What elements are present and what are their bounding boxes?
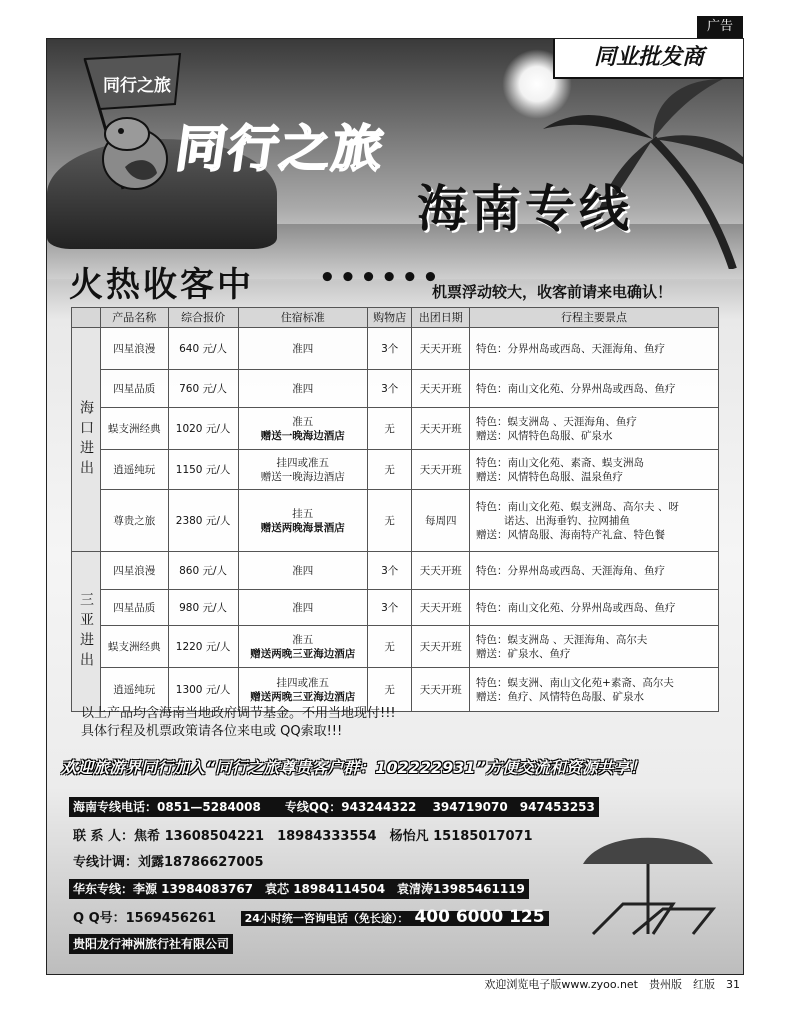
sights	[470, 450, 719, 490]
departure-date: 天天开班	[412, 668, 470, 712]
sight-line: 特色：蜈支洲、南山文化苑+素斋、高尔夫	[476, 676, 674, 689]
product-price: 860 元/人	[168, 552, 238, 590]
sight-line: 特色：蜈支洲岛 、天涯海角、高尔夫	[476, 633, 648, 646]
airfare-notice: 机票浮动较大，收客前请来电确认！	[432, 283, 673, 301]
hotel-bonus: 赠送两晚三亚海边酒店	[250, 690, 356, 703]
product-name: 蜈支洲经典	[101, 408, 169, 450]
sight-line: 特色：南山文化苑、素斋、蜈支洲岛	[476, 456, 645, 469]
hotel-standard: 准四	[238, 590, 367, 626]
shop-count: 3个	[367, 370, 412, 408]
advertisement-frame	[46, 38, 744, 975]
hotel-line: 挂四或准五	[276, 456, 329, 469]
wholesaler-badge: 同业批发商	[553, 39, 743, 79]
departure-date: 天天开班	[412, 328, 470, 370]
hainan-line-contact: 海南专线电话：0851—5284008 专线QQ：943244322 394719070 947453253	[69, 797, 599, 817]
hotline-label: 24小时统一咨询电话（免长途）：	[244, 912, 409, 925]
sight-line: 特色：南山文化苑、蜈支洲岛、高尔夫 、呀	[476, 500, 679, 513]
sight-line: 赠送：风情特色岛服、温泉鱼疗	[476, 470, 624, 483]
shop-count: 3个	[367, 328, 412, 370]
table-row	[72, 450, 719, 490]
product-price: 2380 元/人	[168, 490, 238, 552]
hotel-standard: 准四	[238, 370, 367, 408]
sight-line: 赠送：风情特色岛服、矿泉水	[476, 429, 613, 442]
hotel-line: 准五	[292, 415, 314, 428]
sight-line: 赠送：风情岛服、海南特产礼盒、特色餐	[476, 528, 666, 541]
company-name: 贵阳龙行神洲旅行社有限公司	[69, 934, 233, 954]
hotline-number: 400 6000 125	[414, 907, 545, 927]
table-row	[72, 590, 719, 626]
contact-people: 联 系 人：焦希 13608504221 18984333554 杨怡凡 15185017071	[73, 829, 533, 844]
route-title: 海南专线	[417, 180, 633, 238]
shop-count: 无	[367, 668, 412, 712]
product-name: 尊贵之旅	[101, 490, 169, 552]
product-price: 1300 元/人	[168, 668, 238, 712]
departure-date: 天天开班	[412, 552, 470, 590]
product-price: 980 元/人	[168, 590, 238, 626]
promo-heading: 火热收客中	[69, 265, 254, 305]
table-row	[72, 370, 719, 408]
product-name: 四星浪漫	[101, 552, 169, 590]
east-china-contact: 华东专线：李源 13984083767 袁芯 18984114504 袁清涛13985461119	[69, 879, 529, 899]
hotel-line: 准五	[292, 633, 314, 646]
sight-line: 赠送：鱼疗、风情特色岛服、矿泉水	[476, 690, 645, 703]
brand-title: 同行之旅	[172, 120, 389, 178]
price-table	[71, 307, 719, 712]
product-name: 四星品质	[101, 370, 169, 408]
column-header: 行程主要景点	[470, 308, 719, 328]
page-footer: 欢迎浏览电子版www.zyoo.net 贵州版 红版 31	[484, 978, 740, 991]
note-line: 具体行程及机票政策请各位来电或 QQ索取!!!	[81, 724, 343, 739]
product-name: 蜈支洲经典	[101, 626, 169, 668]
hotel-bonus: 赠送两晚海景酒店	[260, 521, 345, 534]
promo-dots: ••••••	[319, 263, 443, 293]
shop-count: 3个	[367, 590, 412, 626]
table-header-row	[72, 308, 719, 328]
hotline	[241, 907, 549, 927]
column-header: 产品名称	[101, 308, 169, 328]
note-line: 以上产品均含海南当地政府调节基金。不用当地现付!!!	[81, 706, 396, 721]
sights: 特色：南山文化苑、分界州岛或西岛、鱼疗	[470, 370, 719, 408]
product-name: 四星浪漫	[101, 328, 169, 370]
table-row	[72, 408, 719, 450]
flag-text: 同行之旅	[103, 76, 171, 96]
sights	[470, 408, 719, 450]
sight-line: 诺达、出海垂钓、拉网捕鱼	[504, 514, 631, 527]
shop-count: 无	[367, 490, 412, 552]
qq-number: Q Q号：1569456261	[73, 911, 217, 926]
column-header: 住宿标准	[238, 308, 367, 328]
table-row	[72, 626, 719, 668]
sight-line: 特色：蜈支洲岛 、天涯海角、鱼疗	[476, 415, 637, 428]
notes	[81, 705, 396, 741]
product-name: 四星品质	[101, 590, 169, 626]
region-label-haikou: 海口进出	[72, 328, 101, 552]
sights	[470, 626, 719, 668]
region-label-sanya: 三亚进出	[72, 552, 101, 712]
hotel-standard	[238, 408, 367, 450]
product-name: 逍遥纯玩	[101, 450, 169, 490]
departure-date: 每周四	[412, 490, 470, 552]
hotel-standard: 准四	[238, 328, 367, 370]
hotel-bonus: 赠送一晚海边酒店	[260, 429, 345, 442]
departure-date: 天天开班	[412, 590, 470, 626]
hotel-line: 挂四或准五	[276, 676, 329, 689]
product-price: 1020 元/人	[168, 408, 238, 450]
product-price: 640 元/人	[168, 328, 238, 370]
departure-date: 天天开班	[412, 450, 470, 490]
departure-date: 天天开班	[412, 370, 470, 408]
shop-count: 无	[367, 450, 412, 490]
shop-count: 无	[367, 408, 412, 450]
product-price: 1150 元/人	[168, 450, 238, 490]
table-row	[72, 328, 719, 370]
sight-line: 赠送：矿泉水、鱼疗	[476, 647, 571, 660]
planner-contact: 专线计调：刘露18786627005	[73, 855, 264, 870]
product-price: 760 元/人	[168, 370, 238, 408]
table-row	[72, 552, 719, 590]
hotel-standard	[238, 626, 367, 668]
region-header	[72, 308, 101, 328]
column-header: 出团日期	[412, 308, 470, 328]
beach-chair-umbrella-icon	[573, 824, 723, 944]
product-price: 1220 元/人	[168, 626, 238, 668]
departure-date: 天天开班	[412, 626, 470, 668]
sights	[470, 490, 719, 552]
qq-contact	[73, 907, 549, 927]
departure-date: 天天开班	[412, 408, 470, 450]
sights: 特色：南山文化苑、分界州岛或西岛、鱼疗	[470, 590, 719, 626]
sights	[470, 668, 719, 712]
ad-tag: 广告	[697, 16, 743, 38]
hotel-bonus: 赠送两晚三亚海边酒店	[250, 647, 356, 660]
welcome-banner: 欢迎旅游界同行加入“同行之旅尊贵客户群：102222931”方便交流和资源共享！	[61, 758, 646, 777]
column-header: 综合报价	[168, 308, 238, 328]
sights: 特色：分界州岛或西岛、天涯海角、鱼疗	[470, 328, 719, 370]
hotel-standard: 准四	[238, 552, 367, 590]
shop-count: 无	[367, 626, 412, 668]
hotel-line: 挂五	[292, 507, 314, 520]
shop-count: 3个	[367, 552, 412, 590]
table-row	[72, 490, 719, 552]
sights: 特色：分界州岛或西岛、天涯海角、鱼疗	[470, 552, 719, 590]
product-name: 逍遥纯玩	[101, 668, 169, 712]
column-header: 购物店	[367, 308, 412, 328]
hotel-bonus: 赠送一晚海边酒店	[260, 470, 345, 483]
hotel-standard	[238, 490, 367, 552]
hotel-standard	[238, 450, 367, 490]
